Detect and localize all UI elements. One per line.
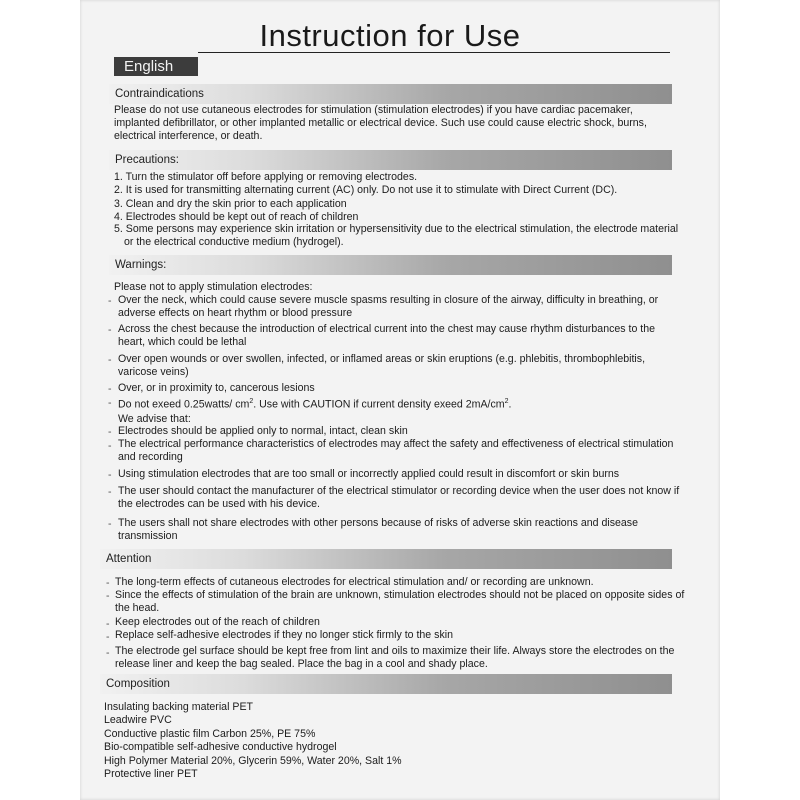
dash-bullet: -: [106, 631, 110, 643]
advise-item: The users shall not share electrodes with other persons because of risks of adverse skin reactions and disease transmission: [118, 517, 638, 543]
precautions-heading: Precautions:: [109, 150, 672, 170]
precaution-item: 2. It is used for transmitting alternating current (AC) only. Do not use it to stimulate with Direct Current (DC).: [114, 184, 618, 196]
superscript: 2: [249, 398, 254, 405]
contraindications-heading: Contraindications: [109, 84, 672, 104]
warning-item: Across the chest because the introduction of electrical current into the chest may cause rhythm disturbances to the heart, which could be lethal: [118, 323, 656, 349]
dash-bullet: -: [106, 590, 110, 602]
dash-bullet: -: [108, 440, 112, 452]
composition-item: Leadwire PVC: [104, 714, 172, 726]
power-text-b: . Use with CAUTION if current density exeed 2mA/cm: [253, 398, 505, 411]
precaution-item: 3. Clean and dry the skin prior to each application: [114, 198, 347, 210]
dash-bullet: -: [108, 426, 112, 438]
advise-item: Using stimulation electrodes that are too small or incorrectly applied could result in discomfort or skin burns: [118, 468, 620, 480]
attention-item: Since the effects of stimulation of the brain are unknown, stimulation electrodes should not be placed on opposite sides of the head.: [115, 589, 685, 615]
dash-bullet: -: [108, 295, 112, 307]
attention-item: Keep electrodes out of the reach of children: [115, 616, 320, 628]
contraindications-text: Please do not use cutaneous electrodes for stimulation (stimulation electrodes) if you have cardiac pacemaker, implanted defibrillator, or other implanted metallic or electrical device. Such use could cause electric shock, burns, electrical interference, or death.: [114, 104, 647, 143]
superscript: 2: [504, 398, 509, 405]
advise-item: Electrodes should be applied only to normal, intact, clean skin: [118, 425, 408, 437]
warning-item: Over the neck, which could cause severe muscle spasms resulting in closure of the airway, difficulty in breathing, or adverse effects on heart rhythm or blood pressure: [118, 294, 659, 320]
warning-item: Over open wounds or over swollen, infected, or inflamed areas or skin eruptions (e.g. phlebitis, thrombophlebitis, varicose veins): [118, 353, 646, 379]
composition-item: Insulating backing material PET: [104, 701, 253, 713]
dash-bullet: -: [108, 354, 112, 366]
precaution-item: 5. Some persons may experience skin irritation or hypersensitivity due to the electrical stimulation, the electrode material or the electrical conductive medium (hydrogel).: [114, 223, 679, 249]
attention-item: The long-term effects of cutaneous electrodes for electrical stimulation and/ or recording are unknown.: [115, 576, 594, 588]
dash-bullet: -: [106, 618, 110, 630]
dash-bullet: -: [108, 486, 112, 498]
dash-bullet: -: [106, 647, 110, 659]
precaution-item: 1. Turn the stimulator off before applying or removing electrodes.: [114, 171, 418, 183]
composition-item: Conductive plastic film Carbon 25%, PE 75%: [104, 728, 316, 740]
attention-heading: Attention: [100, 549, 672, 569]
warning-item: Over, or in proximity to, cancerous lesions: [118, 382, 315, 394]
advise-item: The user should contact the manufacturer of the electrical stimulator or recording device when the user does not know if the electrodes can be used with his device.: [118, 485, 680, 511]
attention-item: The electrode gel surface should be kept free from lint and oils to maximize their life. Always store the electrodes on the release liner and keep the bag sealed. Place the bag in a cool and shady place.: [115, 645, 675, 671]
power-density-warning: [118, 395, 511, 412]
power-text-a: Do not exeed 0.25watts/ cm: [118, 398, 250, 411]
dash-bullet: -: [106, 577, 110, 589]
advise-item: The electrical performance characteristics of electrodes may affect the safety and effectiveness of electrical stimulation and recording: [118, 438, 674, 464]
language-label: English: [114, 57, 198, 76]
dash-bullet: -: [108, 397, 112, 409]
title-underline: [198, 52, 670, 53]
precaution-item: 4. Electrodes should be kept out of reach of children: [114, 211, 359, 223]
composition-item: Protective liner PET: [104, 768, 198, 780]
attention-item: Replace self-adhesive electrodes if they no longer stick firmly to the skin: [115, 629, 453, 641]
power-text-c: .: [508, 398, 512, 411]
composition-item: High Polymer Material 20%, Glycerin 59%, Water 20%, Salt 1%: [104, 755, 402, 767]
composition-heading: Composition: [100, 674, 672, 694]
dash-bullet: -: [108, 469, 112, 481]
warnings-heading: Warnings:: [109, 255, 672, 275]
dash-bullet: -: [108, 383, 112, 395]
composition-item: Bio-compatible self-adhesive conductive hydrogel: [104, 741, 337, 753]
dash-bullet: -: [108, 518, 112, 530]
dash-bullet: -: [108, 324, 112, 336]
advise-intro: We advise that:: [118, 413, 191, 425]
warnings-intro: Please not to apply stimulation electrodes:: [114, 281, 313, 293]
page-title: Instruction for Use: [259, 18, 521, 53]
